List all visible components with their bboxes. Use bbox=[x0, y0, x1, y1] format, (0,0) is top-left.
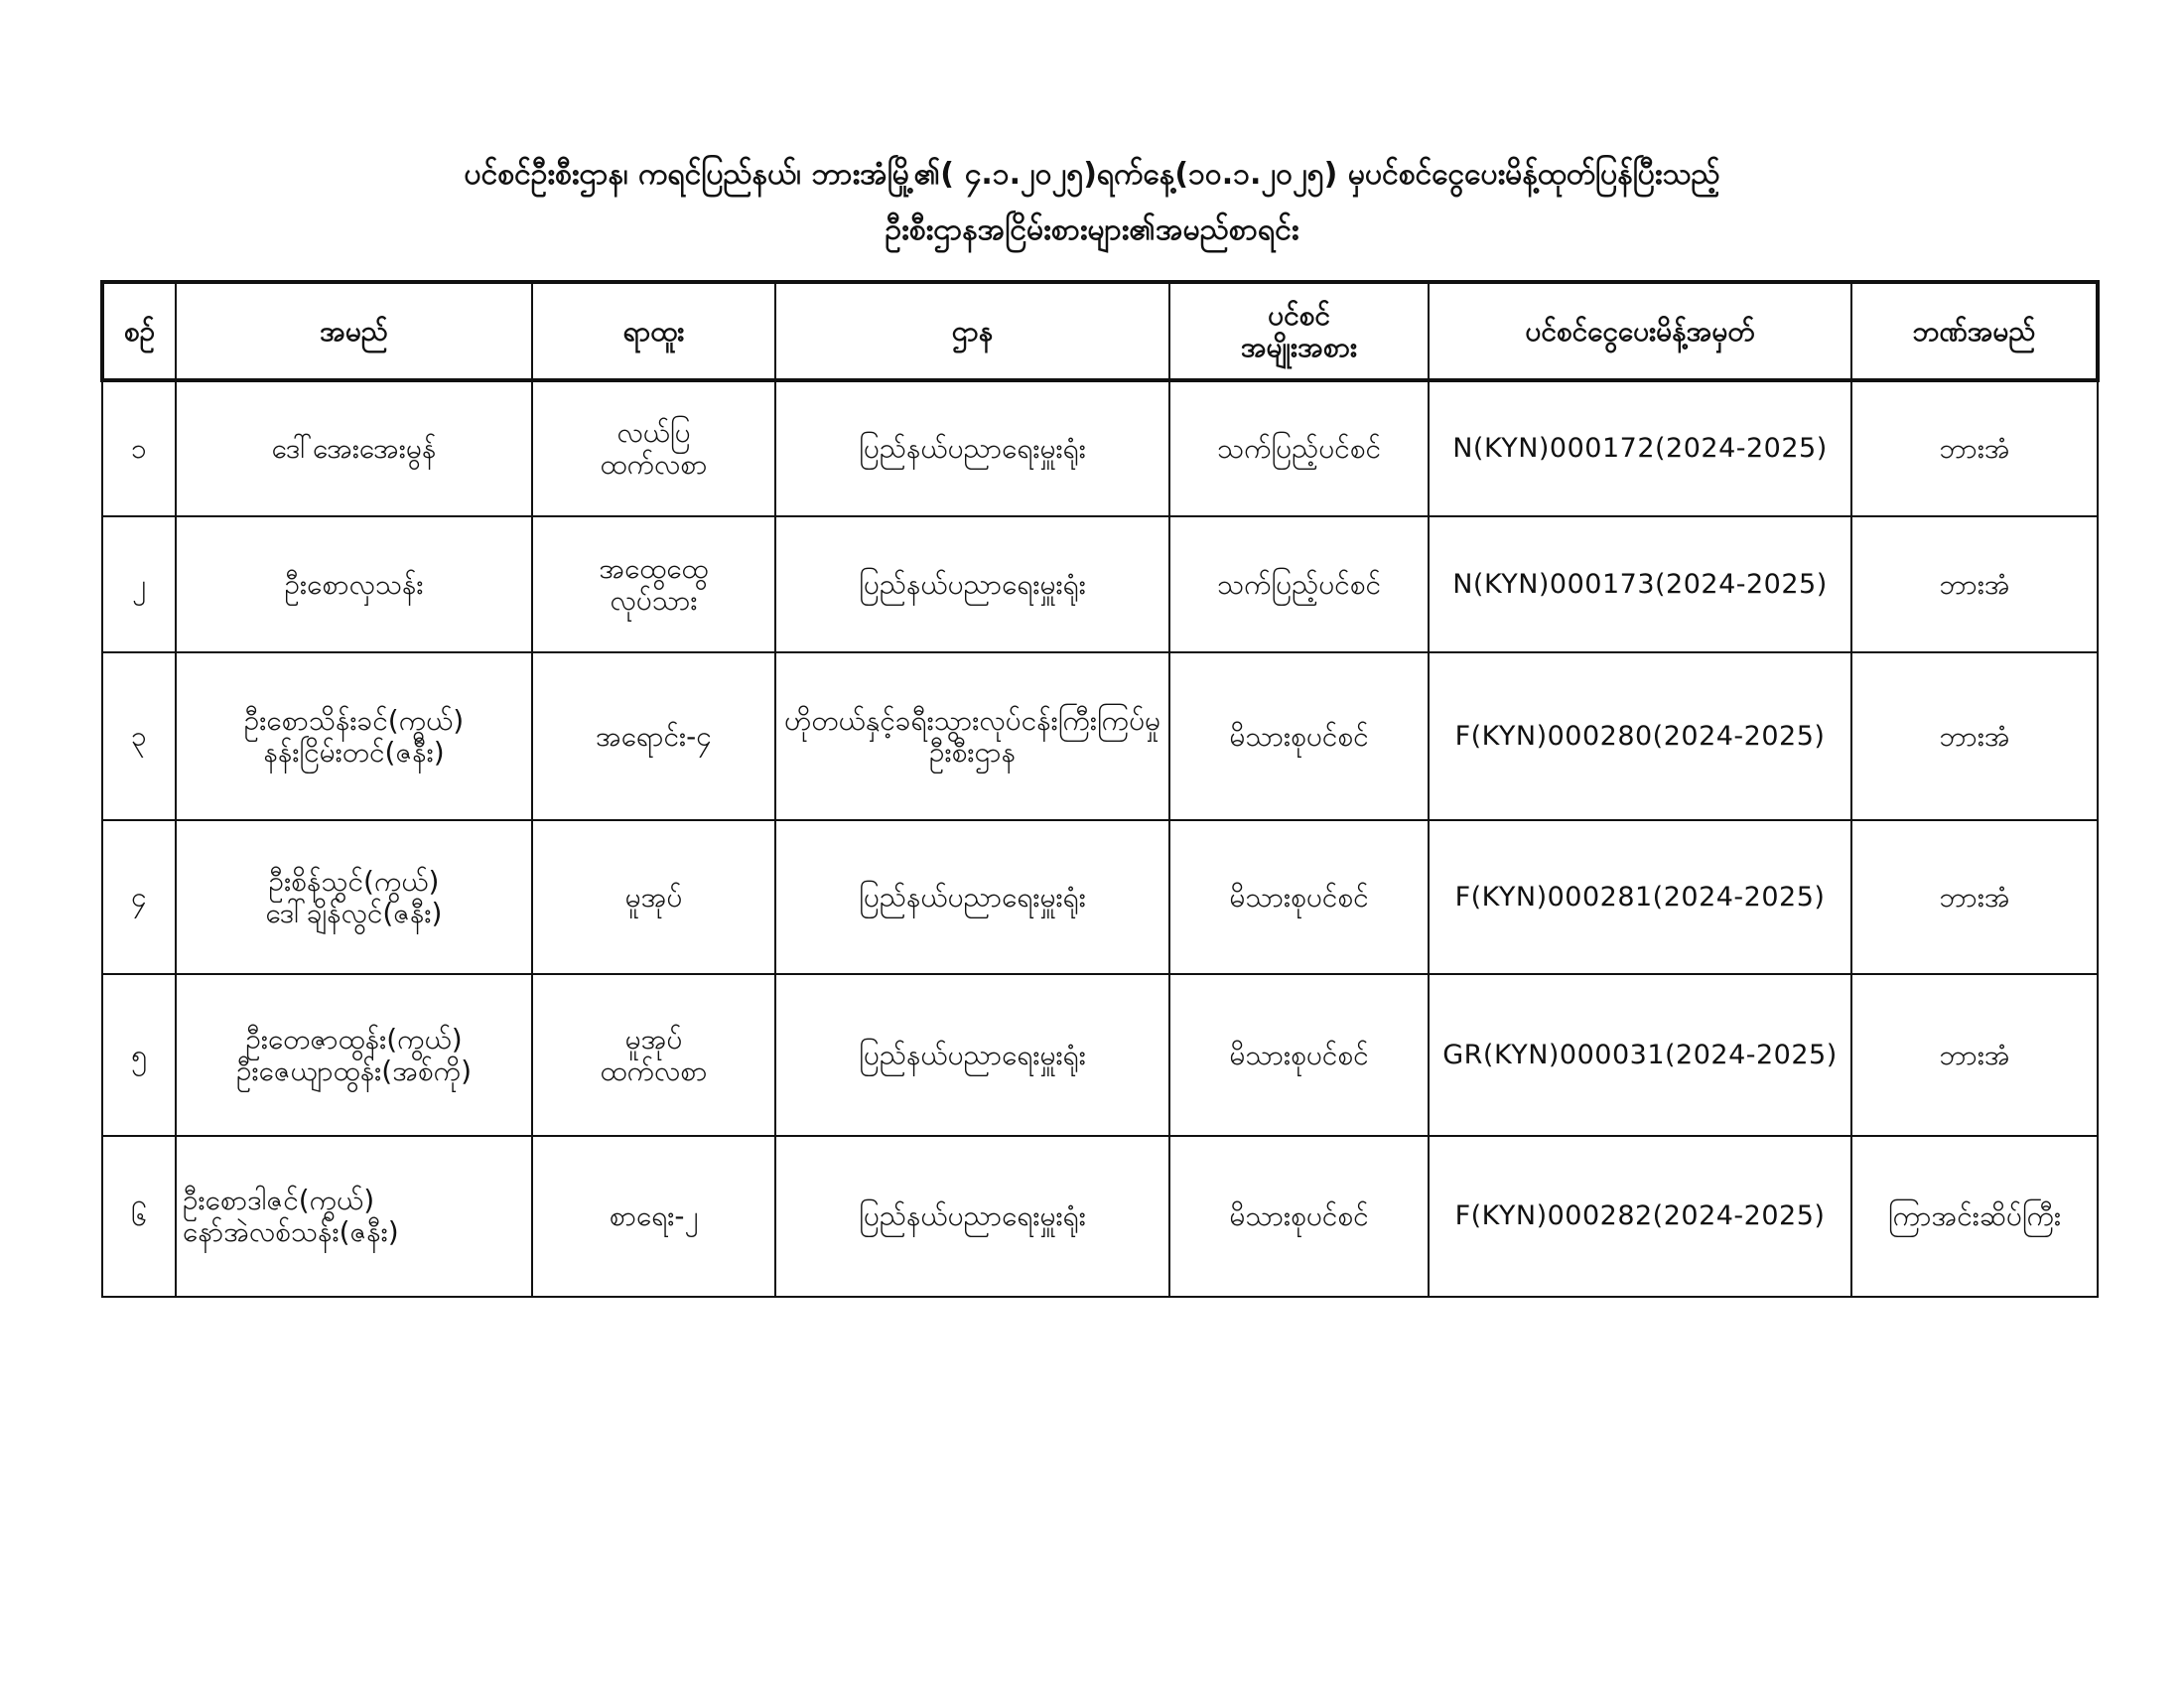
cell-no: ၅ bbox=[102, 974, 176, 1136]
cell-department bbox=[775, 820, 1169, 974]
cell-name bbox=[176, 820, 532, 974]
cell-name-line-2: နော်အဲလစ်သန်း(ဇနီး) bbox=[183, 1215, 399, 1248]
header-rank: ရာထူး bbox=[532, 282, 775, 380]
cell-pension-type: သက်ပြည့်ပင်စင် bbox=[1169, 380, 1429, 516]
cell-order-no: N(KYN)000173(2024-2025) bbox=[1429, 516, 1851, 652]
cell-rank-line-1: မူအုပ် bbox=[624, 880, 683, 914]
cell-rank bbox=[532, 380, 775, 516]
cell-department-line-1: ပြည်နယ်ပညာရေးမှူးရုံး bbox=[859, 432, 1086, 465]
cell-no: ၁ bbox=[102, 380, 176, 516]
header-pension-type-line-2: အမျိုးအစား bbox=[1240, 330, 1358, 363]
header-pension-type-line-1: ပင်စင် bbox=[1268, 298, 1330, 332]
cell-rank-line-2: ထက်လစာ bbox=[600, 1054, 708, 1087]
header-pension-type bbox=[1169, 282, 1429, 380]
table-row bbox=[102, 974, 2098, 1136]
table-header bbox=[102, 282, 2098, 380]
cell-rank-line-2: လုပ်သား bbox=[610, 583, 698, 617]
cell-treasury: ဘားအံ bbox=[1851, 516, 2098, 652]
cell-name-line-1: ဦးစောဒါဇင်(ကွယ်) bbox=[183, 1184, 375, 1216]
cell-name bbox=[176, 1136, 532, 1297]
cell-name-line-2: ဦးဇေယျာထွန်း(အစ်ကို) bbox=[236, 1054, 472, 1087]
cell-department-line-1: ဟိုတယ်နှင့်ခရီးသွားလုပ်ငန်းကြီးကြပ်မှု bbox=[783, 703, 1161, 737]
table-row bbox=[102, 516, 2098, 652]
cell-order-no: F(KYN)000282(2024-2025) bbox=[1429, 1136, 1851, 1297]
cell-treasury: ဘားအံ bbox=[1851, 820, 2098, 974]
header-name: အမည် bbox=[176, 282, 532, 380]
cell-department bbox=[775, 974, 1169, 1136]
cell-name bbox=[176, 974, 532, 1136]
cell-department bbox=[775, 380, 1169, 516]
cell-department bbox=[775, 1136, 1169, 1297]
cell-rank-line-1: အရောင်း-၄ bbox=[596, 719, 712, 753]
cell-order-no: F(KYN)000281(2024-2025) bbox=[1429, 820, 1851, 974]
cell-name-line-2: နန်းငြိမ်းတင်(ဇနီး) bbox=[263, 735, 445, 769]
header-department: ဌာန bbox=[775, 282, 1169, 380]
document-title-line-2: ဦးစီးဌာနအငြိမ်းစားများ၏အမည်စာရင်း bbox=[885, 212, 1299, 247]
table-body bbox=[102, 380, 2098, 1297]
cell-name bbox=[176, 652, 532, 820]
cell-name-line-1: ဦးစိန်သွင်(ကွယ်) bbox=[268, 864, 440, 898]
cell-pension-type: မိသားစုပင်စင် bbox=[1169, 652, 1429, 820]
header-order-no: ပင်စင်ငွေပေးမိန့်အမှတ် bbox=[1429, 282, 1851, 380]
cell-name bbox=[176, 380, 532, 516]
cell-rank bbox=[532, 1136, 775, 1297]
pensioner-list-table bbox=[100, 280, 2100, 1298]
cell-rank-line-1: မူအုပ် bbox=[624, 1022, 683, 1055]
cell-order-no: F(KYN)000280(2024-2025) bbox=[1429, 652, 1851, 820]
cell-department-line-1: ပြည်နယ်ပညာရေးမှူးရုံး bbox=[859, 880, 1086, 914]
cell-treasury: ကြာအင်းဆိပ်ကြီး bbox=[1851, 1136, 2098, 1297]
cell-department bbox=[775, 516, 1169, 652]
cell-name-line-1: ဦးစောသိန်းခင်(ကွယ်) bbox=[243, 703, 465, 737]
cell-rank-line-1: အထွေထွေ bbox=[599, 551, 709, 585]
table-row bbox=[102, 820, 2098, 974]
cell-department-line-1: ပြည်နယ်ပညာရေးမှူးရုံး bbox=[859, 1199, 1086, 1232]
cell-order-no: N(KYN)000172(2024-2025) bbox=[1429, 380, 1851, 516]
cell-no: ၃ bbox=[102, 652, 176, 820]
cell-rank bbox=[532, 652, 775, 820]
table-row bbox=[102, 1136, 2098, 1297]
table-row bbox=[102, 380, 2098, 516]
cell-name-line-2: ဒေါ်ချိန်လွင်(ဇနီး) bbox=[265, 896, 443, 929]
header-no: စဉ် bbox=[102, 282, 176, 380]
cell-rank bbox=[532, 974, 775, 1136]
cell-no: ၆ bbox=[102, 1136, 176, 1297]
cell-department-line-1: ပြည်နယ်ပညာရေးမှူးရုံး bbox=[859, 1038, 1086, 1071]
cell-treasury: ဘားအံ bbox=[1851, 652, 2098, 820]
cell-name-line-1: ဒေါ်အေးအေးမွန် bbox=[271, 432, 437, 465]
cell-pension-type: မိသားစုပင်စင် bbox=[1169, 1136, 1429, 1297]
cell-department-line-2: ဦးစီးဌာန bbox=[928, 735, 1017, 769]
cell-order-no: GR(KYN)000031(2024-2025) bbox=[1429, 974, 1851, 1136]
cell-treasury: ဘားအံ bbox=[1851, 974, 2098, 1136]
cell-pension-type: သက်ပြည့်ပင်စင် bbox=[1169, 516, 1429, 652]
header-treasury: ဘဏ်အမည် bbox=[1851, 282, 2098, 380]
header-row bbox=[102, 282, 2098, 380]
cell-name bbox=[176, 516, 532, 652]
cell-department bbox=[775, 652, 1169, 820]
cell-pension-type: မိသားစုပင်စင် bbox=[1169, 820, 1429, 974]
cell-name-line-1: ဦးတေဇာထွန်း(ကွယ်) bbox=[245, 1022, 463, 1055]
document-title-line-1: ပင်စင်ဦးစီးဌာန၊ ကရင်ပြည်နယ်၊ ဘားအံမြို့၏( ၄.၁.၂၀၂၅)ရက်နေ့(၁၀.၁.၂၀၂၅) မှပင်စင်ငွေပေးမိန့်ထုတ်ပြန်ပြီးသည့် bbox=[464, 157, 1720, 192]
cell-no: ၄ bbox=[102, 820, 176, 974]
cell-rank-line-1: လယ်ပြ bbox=[616, 416, 691, 449]
table-row bbox=[102, 652, 2098, 820]
cell-rank-line-1: စာရေး-၂ bbox=[609, 1199, 699, 1232]
cell-no: ၂ bbox=[102, 516, 176, 652]
cell-pension-type: မိသားစုပင်စင် bbox=[1169, 974, 1429, 1136]
cell-rank bbox=[532, 820, 775, 974]
cell-treasury: ဘားအံ bbox=[1851, 380, 2098, 516]
cell-rank-line-2: ထက်လစာ bbox=[600, 448, 708, 481]
cell-department-line-1: ပြည်နယ်ပညာရေးမှူးရုံး bbox=[859, 567, 1086, 601]
cell-rank bbox=[532, 516, 775, 652]
cell-name-line-1: ဦးစောလှသန်း bbox=[284, 567, 424, 601]
